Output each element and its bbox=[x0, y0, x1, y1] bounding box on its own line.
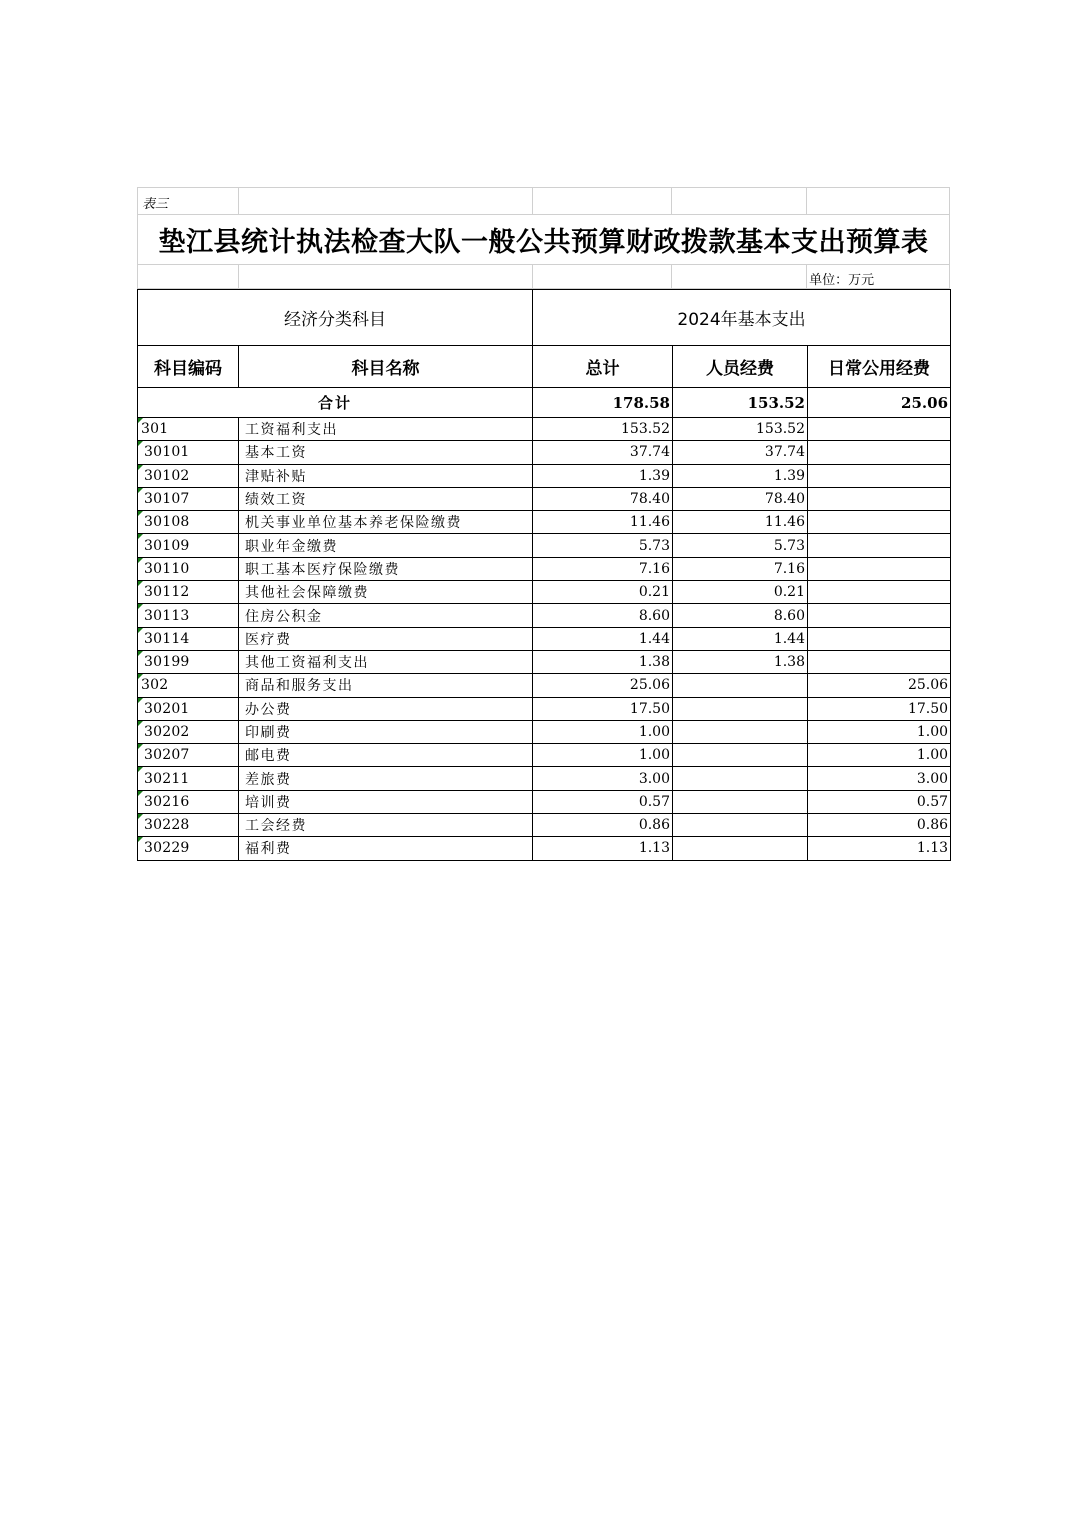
header-row-columns bbox=[138, 346, 951, 388]
sheet-label-row bbox=[137, 187, 950, 215]
row-public: 0.86 bbox=[808, 814, 951, 837]
row-personnel: 11.46 bbox=[673, 511, 808, 534]
table-row bbox=[138, 744, 951, 767]
row-total: 1.39 bbox=[533, 464, 673, 487]
header-public: 日常公用经费 bbox=[808, 346, 951, 388]
header-code: 科目编码 bbox=[138, 346, 239, 388]
row-code: 30109 bbox=[138, 534, 239, 557]
table-row bbox=[138, 581, 951, 604]
row-name: 其他社会保障缴费 bbox=[239, 581, 533, 604]
table-row bbox=[138, 837, 951, 860]
table-row bbox=[138, 627, 951, 650]
row-code: 30102 bbox=[138, 464, 239, 487]
row-public: 3.00 bbox=[808, 767, 951, 790]
row-name: 工会经费 bbox=[239, 814, 533, 837]
header-total: 总计 bbox=[533, 346, 673, 388]
row-name: 津贴补贴 bbox=[239, 464, 533, 487]
table-row bbox=[138, 697, 951, 720]
row-total: 0.57 bbox=[533, 790, 673, 813]
header-basic-expenditure: 2024年基本支出 bbox=[533, 290, 951, 346]
row-personnel bbox=[673, 697, 808, 720]
row-code: 30229 bbox=[138, 837, 239, 860]
table-row bbox=[138, 487, 951, 510]
row-name: 工资福利支出 bbox=[239, 418, 533, 441]
row-personnel: 1.38 bbox=[673, 650, 808, 673]
row-public bbox=[808, 650, 951, 673]
row-public bbox=[808, 581, 951, 604]
page-title: 垫江县统计执法检查大队一般公共预算财政拨款基本支出预算表 bbox=[158, 227, 929, 258]
row-personnel: 1.39 bbox=[673, 464, 808, 487]
row-personnel bbox=[673, 767, 808, 790]
row-total: 1.00 bbox=[533, 744, 673, 767]
row-public bbox=[808, 557, 951, 580]
table-row bbox=[138, 604, 951, 627]
row-total: 1.38 bbox=[533, 650, 673, 673]
row-personnel bbox=[673, 744, 808, 767]
table-row bbox=[138, 557, 951, 580]
row-total: 1.44 bbox=[533, 627, 673, 650]
row-personnel bbox=[673, 674, 808, 697]
row-code: 30216 bbox=[138, 790, 239, 813]
row-public bbox=[808, 441, 951, 464]
row-public: 17.50 bbox=[808, 697, 951, 720]
row-name: 印刷费 bbox=[239, 720, 533, 743]
row-total: 153.52 bbox=[533, 418, 673, 441]
table-row bbox=[138, 441, 951, 464]
table-row bbox=[138, 790, 951, 813]
row-personnel: 5.73 bbox=[673, 534, 808, 557]
row-code: 30211 bbox=[138, 767, 239, 790]
header-economic-category: 经济分类科目 bbox=[138, 290, 533, 346]
row-code: 30110 bbox=[138, 557, 239, 580]
row-total: 8.60 bbox=[533, 604, 673, 627]
row-total: 1.00 bbox=[533, 720, 673, 743]
row-public: 25.06 bbox=[808, 674, 951, 697]
row-name: 邮电费 bbox=[239, 744, 533, 767]
total-total: 178.58 bbox=[533, 388, 673, 418]
row-code: 30207 bbox=[138, 744, 239, 767]
row-total: 1.13 bbox=[533, 837, 673, 860]
row-public: 1.00 bbox=[808, 744, 951, 767]
row-code: 30201 bbox=[138, 697, 239, 720]
row-public bbox=[808, 627, 951, 650]
row-total: 3.00 bbox=[533, 767, 673, 790]
row-code: 30112 bbox=[138, 581, 239, 604]
row-total: 0.86 bbox=[533, 814, 673, 837]
row-total: 37.74 bbox=[533, 441, 673, 464]
row-total: 78.40 bbox=[533, 487, 673, 510]
table-row bbox=[138, 720, 951, 743]
row-name: 绩效工资 bbox=[239, 487, 533, 510]
row-name: 职工基本医疗保险缴费 bbox=[239, 557, 533, 580]
row-total: 5.73 bbox=[533, 534, 673, 557]
row-public bbox=[808, 418, 951, 441]
unit-label: 单位：万元 bbox=[807, 265, 950, 289]
row-code: 30108 bbox=[138, 511, 239, 534]
table-row bbox=[138, 418, 951, 441]
row-name: 福利费 bbox=[239, 837, 533, 860]
row-public: 0.57 bbox=[808, 790, 951, 813]
total-row bbox=[138, 388, 951, 418]
row-code: 302 bbox=[138, 674, 239, 697]
row-name: 商品和服务支出 bbox=[239, 674, 533, 697]
row-personnel: 37.74 bbox=[673, 441, 808, 464]
row-personnel: 153.52 bbox=[673, 418, 808, 441]
row-code: 30113 bbox=[138, 604, 239, 627]
row-code: 30202 bbox=[138, 720, 239, 743]
row-name: 办公费 bbox=[239, 697, 533, 720]
table-row bbox=[138, 534, 951, 557]
row-public: 1.00 bbox=[808, 720, 951, 743]
row-personnel: 0.21 bbox=[673, 581, 808, 604]
header-personnel: 人员经费 bbox=[673, 346, 808, 388]
table-row bbox=[138, 767, 951, 790]
row-code: 30101 bbox=[138, 441, 239, 464]
row-name: 机关事业单位基本养老保险缴费 bbox=[239, 511, 533, 534]
row-name: 差旅费 bbox=[239, 767, 533, 790]
row-name: 医疗费 bbox=[239, 627, 533, 650]
row-total: 7.16 bbox=[533, 557, 673, 580]
table-row bbox=[138, 814, 951, 837]
table-row bbox=[138, 650, 951, 673]
row-code: 30199 bbox=[138, 650, 239, 673]
row-personnel bbox=[673, 720, 808, 743]
row-name: 培训费 bbox=[239, 790, 533, 813]
row-code: 301 bbox=[138, 418, 239, 441]
row-personnel: 8.60 bbox=[673, 604, 808, 627]
table-row bbox=[138, 674, 951, 697]
title-row bbox=[137, 215, 950, 265]
row-code: 30228 bbox=[138, 814, 239, 837]
table-row bbox=[138, 464, 951, 487]
row-personnel: 78.40 bbox=[673, 487, 808, 510]
row-name: 住房公积金 bbox=[239, 604, 533, 627]
row-public: 1.13 bbox=[808, 837, 951, 860]
header-row-group bbox=[138, 290, 951, 346]
budget-table bbox=[137, 289, 951, 861]
row-total: 25.06 bbox=[533, 674, 673, 697]
total-label: 合计 bbox=[138, 388, 533, 418]
header-name: 科目名称 bbox=[239, 346, 533, 388]
row-total: 0.21 bbox=[533, 581, 673, 604]
row-personnel bbox=[673, 837, 808, 860]
row-personnel bbox=[673, 790, 808, 813]
row-code: 30107 bbox=[138, 487, 239, 510]
budget-sheet bbox=[137, 187, 950, 861]
row-public bbox=[808, 487, 951, 510]
row-personnel bbox=[673, 814, 808, 837]
row-total: 11.46 bbox=[533, 511, 673, 534]
row-total: 17.50 bbox=[533, 697, 673, 720]
row-public bbox=[808, 464, 951, 487]
row-personnel: 1.44 bbox=[673, 627, 808, 650]
row-name: 基本工资 bbox=[239, 441, 533, 464]
row-name: 其他工资福利支出 bbox=[239, 650, 533, 673]
total-public: 25.06 bbox=[808, 388, 951, 418]
sheet-label: 表三 bbox=[138, 188, 239, 215]
row-public bbox=[808, 604, 951, 627]
row-personnel: 7.16 bbox=[673, 557, 808, 580]
row-public bbox=[808, 511, 951, 534]
row-code: 30114 bbox=[138, 627, 239, 650]
unit-row bbox=[137, 265, 950, 289]
total-personnel: 153.52 bbox=[673, 388, 808, 418]
row-public bbox=[808, 534, 951, 557]
table-row bbox=[138, 511, 951, 534]
row-name: 职业年金缴费 bbox=[239, 534, 533, 557]
